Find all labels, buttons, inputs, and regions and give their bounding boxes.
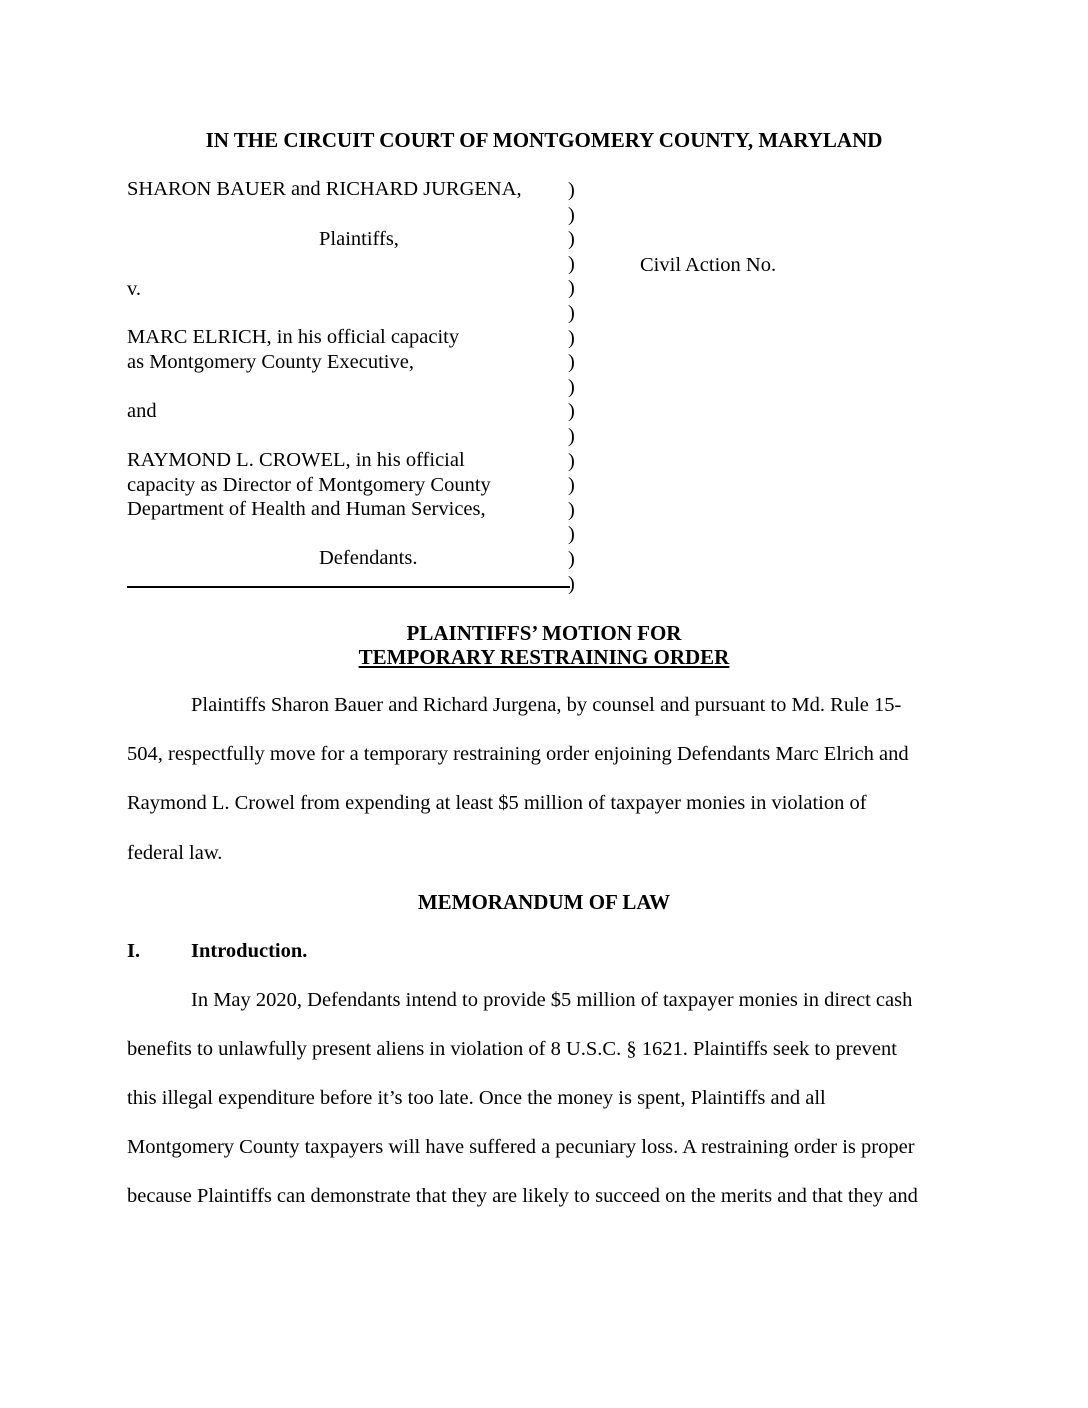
intro-paragraph-line: because Plaintiffs can demonstrate that they are likely to succeed on the merits and that they and [127, 1185, 918, 1207]
motion-paragraph-line: Plaintiffs Sharon Bauer and Richard Jurgena, by counsel and pursuant to Md. Rule 15- [191, 694, 902, 716]
intro-paragraph-line: In May 2020, Defendants intend to provide $5 million of taxpayer monies in direct cash [191, 989, 913, 1011]
defendant-crowel-line2: capacity as Director of Montgomery County [127, 474, 491, 496]
memorandum-heading: MEMORANDUM OF LAW [417, 890, 671, 914]
plaintiffs-label: Plaintiffs, [319, 228, 399, 250]
caption-divider [127, 586, 570, 588]
civil-action-number: Civil Action No. [640, 254, 777, 276]
motion-title-line2: TEMPORARY RESTRAINING ORDER [358, 645, 730, 669]
intro-paragraph-line: this illegal expenditure before it’s too late. Once the money is spent, Plaintiffs and all [127, 1087, 826, 1109]
court-title: IN THE CIRCUIT COURT OF MONTGOMERY COUNTY, MARYLAND [205, 128, 883, 152]
defendant-elrich-line1: MARC ELRICH, in his official capacity [127, 326, 460, 348]
plaintiffs-names: SHARON BAUER and RICHARD JURGENA, [127, 178, 522, 200]
versus-label: v. [127, 278, 142, 300]
defendant-elrich-line2: as Montgomery County Executive, [127, 351, 414, 373]
motion-paragraph-line: federal law. [127, 842, 223, 864]
caption-paren-column: ) ) ) ) ) ) ) ) ) ) ) ) ) ) ) ) ) [568, 179, 575, 595]
caption-conjunction: and [127, 400, 157, 422]
defendants-label: Defendants. [319, 547, 418, 569]
intro-paragraph-line: Montgomery County taxpayers will have suffered a pecuniary loss. A restraining order is proper [127, 1136, 915, 1158]
defendant-crowel-line1: RAYMOND L. CROWEL, in his official [127, 449, 465, 471]
section-number: I. [127, 940, 141, 962]
motion-paragraph-line: Raymond L. Crowel from expending at least $5 million of taxpayer monies in violation of [127, 792, 867, 814]
motion-paragraph-line: 504, respectfully move for a temporary restraining order enjoining Defendants Marc Elrich and [127, 743, 909, 765]
defendant-crowel-line3: Department of Health and Human Services, [127, 498, 486, 520]
section-title: Introduction. [191, 940, 308, 962]
intro-paragraph-line: benefits to unlawfully present aliens in violation of 8 U.S.C. § 1621. Plaintiffs seek to prevent [127, 1038, 897, 1060]
motion-title-line1: PLAINTIFFS’ MOTION FOR [406, 621, 682, 645]
